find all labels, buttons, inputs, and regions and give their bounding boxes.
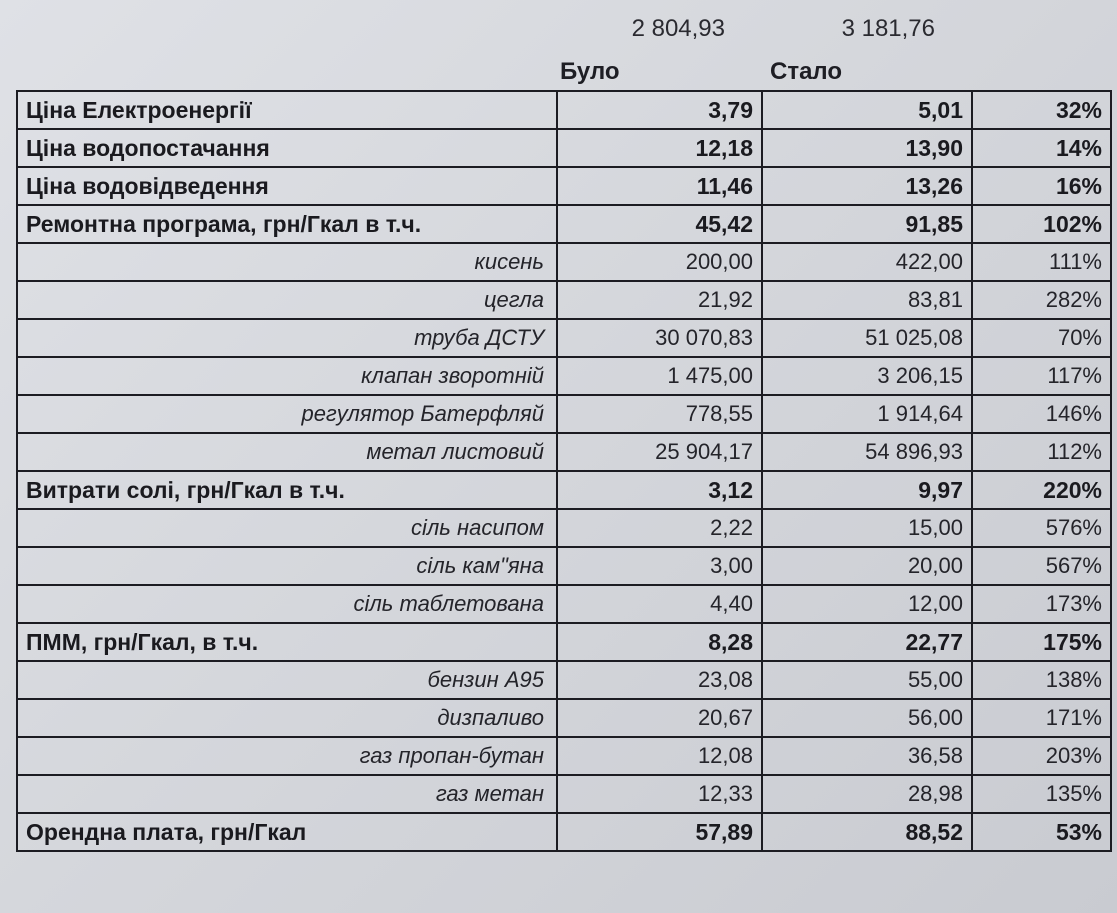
row-was-cell: 21,92 [557,281,762,319]
table-row-item [17,433,1111,471]
row-percent-cell: 203% [972,737,1111,775]
row-now-cell: 88,52 [762,813,972,851]
row-name-cell: Витрати солі, грн/Гкал в т.ч. [17,471,557,509]
row-now-cell: 5,01 [762,91,972,129]
row-was-cell: 1 475,00 [557,357,762,395]
row-name-cell: Ціна водопостачання [17,129,557,167]
row-percent-cell: 111% [972,243,1111,281]
row-percent-cell: 171% [972,699,1111,737]
row-percent-cell: 117% [972,357,1111,395]
row-was-cell: 4,40 [557,585,762,623]
row-now-cell: 20,00 [762,547,972,585]
row-percent-cell: 576% [972,509,1111,547]
table-row-item [17,281,1111,319]
row-now-cell: 83,81 [762,281,972,319]
row-was-cell: 12,33 [557,775,762,813]
row-name-cell: Орендна плата, грн/Гкал [17,813,557,851]
row-percent-cell: 102% [972,205,1111,243]
row-was-cell: 11,46 [557,167,762,205]
table-row-category [17,167,1111,205]
table-row-category [17,813,1111,851]
row-now-cell: 55,00 [762,661,972,699]
table-row-category [17,129,1111,167]
row-percent-cell: 70% [972,319,1111,357]
row-now-cell: 54 896,93 [762,433,972,471]
row-percent-cell: 16% [972,167,1111,205]
table-row-item [17,547,1111,585]
row-now-cell: 36,58 [762,737,972,775]
row-was-cell: 12,08 [557,737,762,775]
row-was-cell: 23,08 [557,661,762,699]
row-name-cell: цегла [17,281,557,319]
row-percent-cell: 146% [972,395,1111,433]
row-percent-cell: 135% [972,775,1111,813]
row-name-cell: Ціна водовідведення [17,167,557,205]
row-name-cell: сіль кам"яна [17,547,557,585]
row-percent-cell: 220% [972,471,1111,509]
total-now: 3 181,76 [841,15,935,42]
row-name-cell: кисень [17,243,557,281]
row-was-cell: 45,42 [557,205,762,243]
row-now-cell: 13,90 [762,129,972,167]
row-was-cell: 200,00 [557,243,762,281]
row-was-cell: 12,18 [557,129,762,167]
table-row-item [17,585,1111,623]
table-row-category [17,623,1111,661]
table-row-item [17,661,1111,699]
row-percent-cell: 175% [972,623,1111,661]
row-now-cell: 56,00 [762,699,972,737]
row-now-cell: 1 914,64 [762,395,972,433]
row-name-cell: регулятор Батерфляй [17,395,557,433]
table-row-item [17,319,1111,357]
total-was: 2 804,93 [631,15,725,42]
row-now-cell: 3 206,15 [762,357,972,395]
row-percent-cell: 32% [972,91,1111,129]
table-row-category [17,205,1111,243]
row-percent-cell: 53% [972,813,1111,851]
table-row-item [17,737,1111,775]
row-name-cell: газ пропан-бутан [17,737,557,775]
table-row-category [17,471,1111,509]
row-was-cell: 3,00 [557,547,762,585]
row-was-cell: 25 904,17 [557,433,762,471]
row-percent-cell: 282% [972,281,1111,319]
row-was-cell: 20,67 [557,699,762,737]
price-comparison-table [16,90,1112,852]
row-now-cell: 9,97 [762,471,972,509]
row-name-cell: Ціна Електроенергії [17,91,557,129]
column-header-now: Стало [770,58,843,85]
row-was-cell: 8,28 [557,623,762,661]
row-name-cell: бензин А95 [17,661,557,699]
row-percent-cell: 14% [972,129,1111,167]
row-name-cell: ПММ, грн/Гкал, в т.ч. [17,623,557,661]
row-name-cell: метал листовий [17,433,557,471]
table-row-item [17,357,1111,395]
row-now-cell: 422,00 [762,243,972,281]
row-name-cell: газ метан [17,775,557,813]
row-now-cell: 12,00 [762,585,972,623]
row-now-cell: 28,98 [762,775,972,813]
row-name-cell: труба ДСТУ [17,319,557,357]
row-was-cell: 30 070,83 [557,319,762,357]
row-was-cell: 778,55 [557,395,762,433]
row-percent-cell: 138% [972,661,1111,699]
row-percent-cell: 567% [972,547,1111,585]
table-body [17,91,1111,851]
row-now-cell: 22,77 [762,623,972,661]
table-row-item [17,775,1111,813]
table-row-item [17,509,1111,547]
table-row-item [17,699,1111,737]
row-was-cell: 3,12 [557,471,762,509]
column-header-was: Було [560,58,620,85]
row-now-cell: 15,00 [762,509,972,547]
row-name-cell: дизпаливо [17,699,557,737]
row-now-cell: 91,85 [762,205,972,243]
row-now-cell: 13,26 [762,167,972,205]
row-percent-cell: 112% [972,433,1111,471]
table-row-category [17,91,1111,129]
table-row-item [17,243,1111,281]
row-name-cell: сіль таблетована [17,585,557,623]
row-was-cell: 2,22 [557,509,762,547]
row-was-cell: 3,79 [557,91,762,129]
row-percent-cell: 173% [972,585,1111,623]
row-name-cell: сіль насипом [17,509,557,547]
row-now-cell: 51 025,08 [762,319,972,357]
row-name-cell: Ремонтна програма, грн/Гкал в т.ч. [17,205,557,243]
table-row-item [17,395,1111,433]
row-was-cell: 57,89 [557,813,762,851]
row-name-cell: клапан зворотній [17,357,557,395]
